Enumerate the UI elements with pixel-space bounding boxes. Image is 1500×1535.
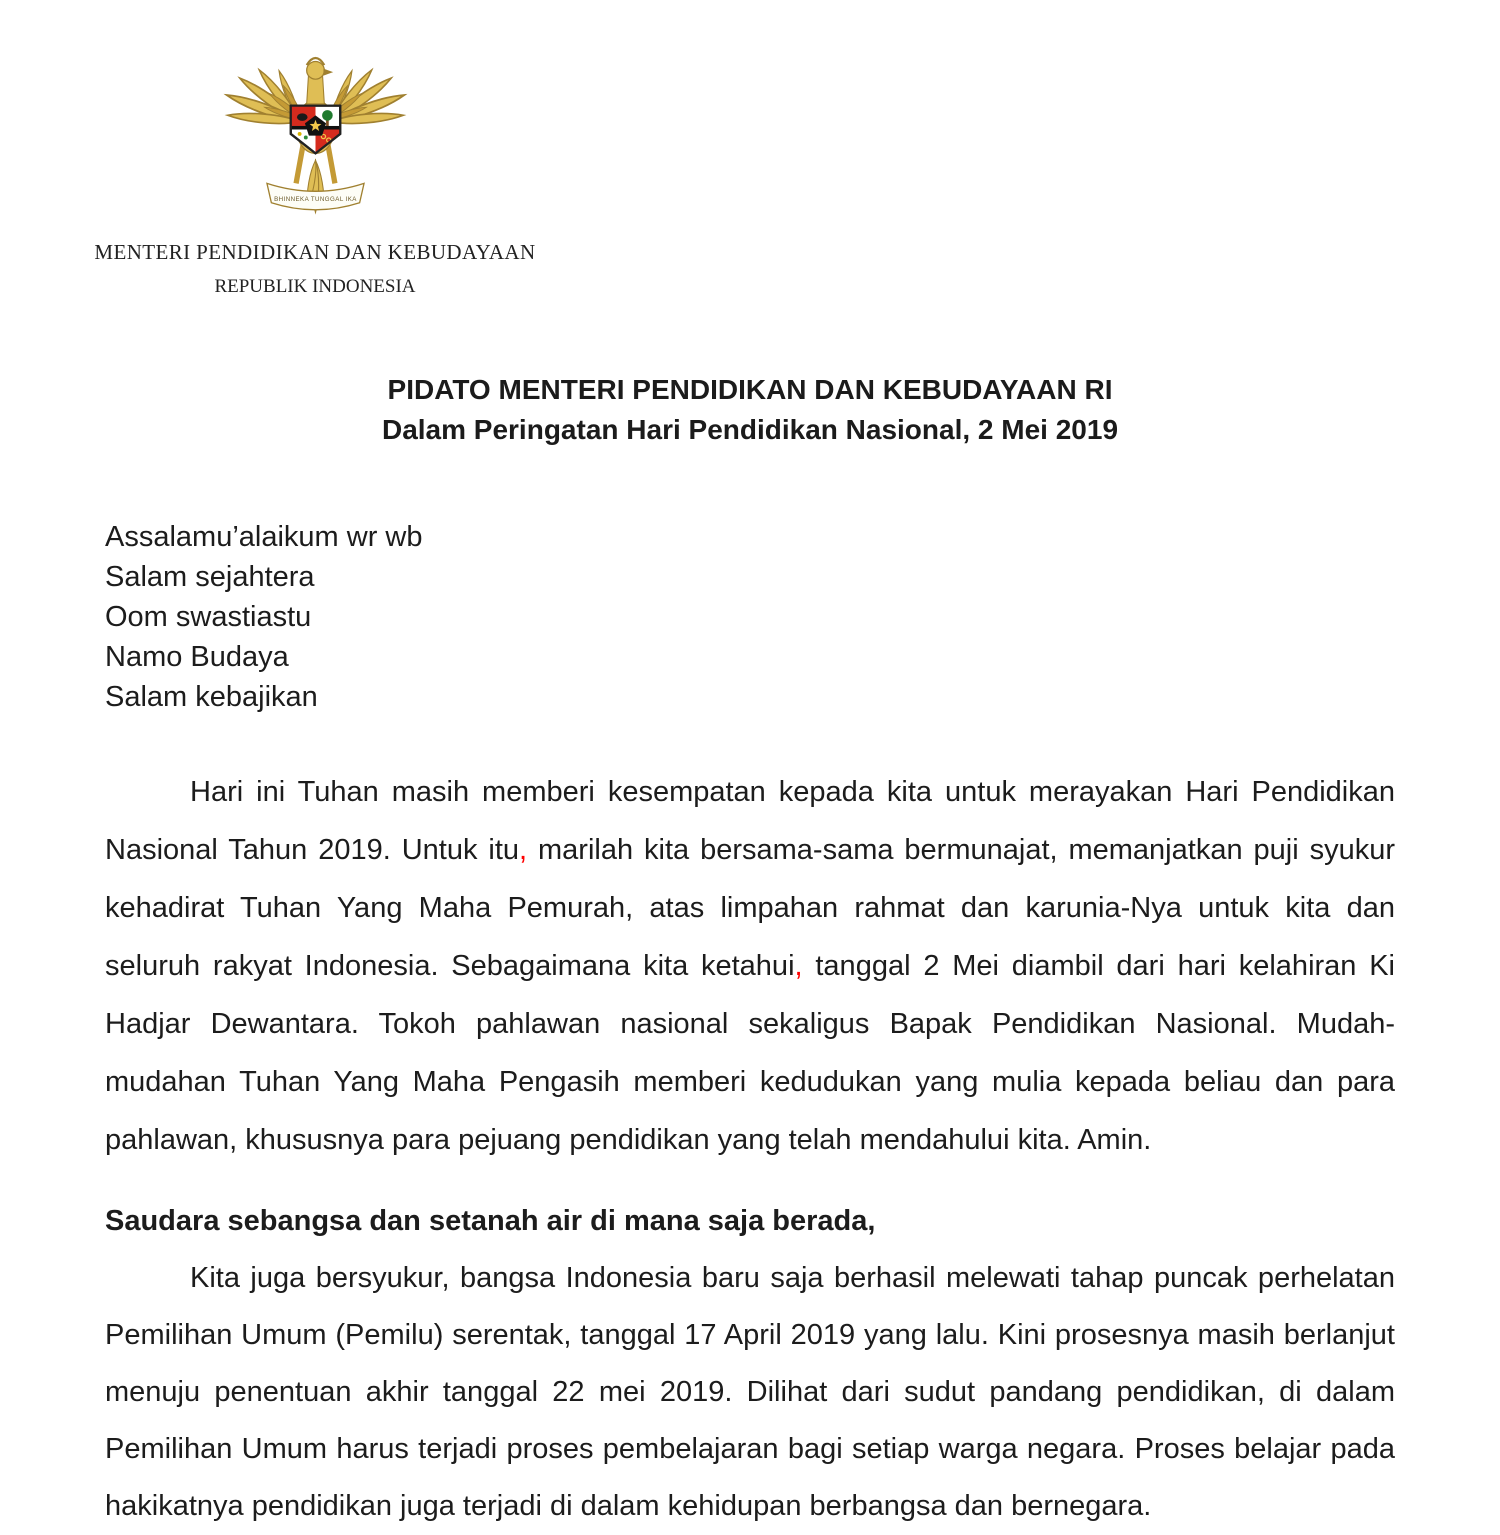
- neck-icon: [306, 76, 324, 104]
- greeting-line-4: Namo Budaya: [105, 641, 289, 673]
- section-subheading: Saudara sebangsa dan setanah air di mana saja berada,: [105, 1205, 876, 1237]
- greeting-line-2: Salam sejahtera: [105, 561, 315, 593]
- paragraph-segment: Hari ini Tuhan masih memberi kesempatan kepada kita untuk merayakan Hari Pendidikan Nasional Tahun 2019. Untuk itu: [105, 776, 1395, 866]
- garuda-pancasila-emblem: [218, 28, 413, 236]
- pancasila-shield-icon: [290, 106, 339, 154]
- ministry-name: MENTERI PENDIDIKAN DAN KEBUDAYAAN: [94, 240, 536, 264]
- paragraph-segment: tanggal 2 Mei diambil dari hari kelahiran Ki Hadjar Dewantara. Tokoh pahlawan nasional sekaligus Bapak Pendidikan Nasional. Mudah-mudahan Tuhan Yang Maha Pengasih memberi kedudukan yang mulia kepada beliau dan para pahlawan, khususnya para pejuang pendidikan yang telah mendahului kita. Amin.: [105, 950, 1396, 1156]
- greeting-line-5: Salam kebajikan: [105, 681, 318, 713]
- second-paragraph: Kita juga bersyukur, bangsa Indonesia baru saja berhasil melewati tahap puncak perhelatan Pemilihan Umum (Pemilu) serentak, tanggal 17 April 2019 yang lalu. Kini prosesnya masih berlanjut menuju penentuan akhir tanggal 22 mei 2019. Dilihat dari sudut pandang pendidikan, di dalam Pemilihan Umum harus terjadi proses pembelajaran bagi setiap warga negara. Proses belajar pada hakikatnya pendidikan juga terjadi di dalam kehidupan berbangsa dan bernegara.: [105, 1262, 1395, 1522]
- head-icon: [306, 62, 324, 80]
- republic-name: REPUBLIK INDONESIA: [214, 276, 416, 297]
- greetings-list: [105, 517, 1395, 717]
- speech-title-line1: PIDATO MENTERI PENDIDIKAN DAN KEBUDAYAAN RI: [387, 374, 1113, 405]
- paragraph-segment: marilah kita bersama-sama bermunajat, memanjatkan puji syukur kehadirat Tuhan Yang Maha Pemurah, atas limpahan rahmat dan karunia-Nya untuk kita dan seluruh rakyat Indonesia. Sebagaimana kita ketahui: [105, 834, 1395, 982]
- greeting-line-3: Oom swastiastu: [105, 601, 312, 633]
- emblem-banner-text: BHINNEKA TUNGGAL IKA: [273, 195, 357, 203]
- speech-title: [105, 370, 1395, 450]
- greeting-line-1: Assalamu’alaikum wr wb: [105, 521, 423, 553]
- beak-icon: [323, 69, 333, 76]
- opening-paragraph: [105, 763, 1395, 1169]
- letterhead: [90, 28, 540, 298]
- red-comma: ,: [794, 950, 803, 982]
- red-comma: ,: [519, 834, 528, 866]
- speech-title-line2: Dalam Peringatan Hari Pendidikan Nasional, 2 Mei 2019: [381, 414, 1119, 445]
